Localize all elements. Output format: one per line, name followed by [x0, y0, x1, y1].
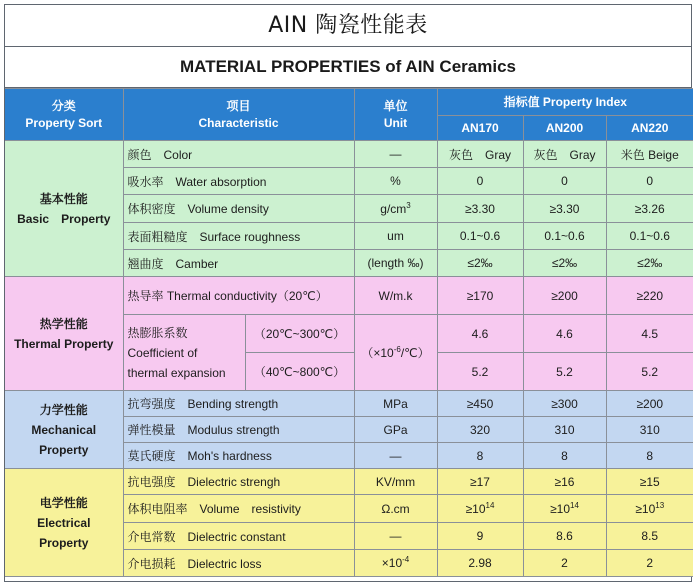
- value-an200: 灰色 Gray: [523, 141, 606, 168]
- property-color: 颜色 Color: [123, 141, 354, 168]
- category-thermal-en: Thermal Property: [14, 336, 114, 351]
- category-electrical-zh: 电学性能: [39, 495, 88, 510]
- value-an200: ≤2‰: [523, 250, 606, 277]
- value-an220: 8.5: [606, 523, 693, 550]
- category-mechanical: [5, 391, 123, 469]
- value-an200: ≥16: [523, 469, 606, 495]
- value-an220: ≥200: [606, 391, 693, 417]
- unit-superscript: -4: [402, 555, 410, 564]
- value-an200: 8: [523, 443, 606, 469]
- value-an220: ≥3.26: [606, 195, 693, 223]
- unit-cell: GPa: [354, 417, 437, 443]
- value-an170: 5.2: [437, 353, 523, 391]
- value-an220: 0.1~0.6: [606, 223, 693, 250]
- value-an170: 0.1~0.6: [437, 223, 523, 250]
- header-unit-en: Unit: [383, 115, 408, 130]
- header-sort-zh: 分类: [51, 98, 76, 113]
- expansion-range-1: （20℃~300℃）: [245, 315, 354, 353]
- unit-cell: Ω.cm: [354, 495, 437, 523]
- value-an200: 2: [523, 550, 606, 577]
- value-an200: 0: [523, 168, 606, 195]
- property-thermal-expansion: [123, 315, 245, 391]
- header-unit-zh: 单位: [383, 98, 408, 113]
- header-char-en: Characteristic: [198, 115, 279, 130]
- value-an200: ≥200: [523, 277, 606, 315]
- table-row: [5, 141, 693, 168]
- value-an170: 8: [437, 443, 523, 469]
- unit-cell: [354, 315, 437, 391]
- value-an200: 310: [523, 417, 606, 443]
- category-basic-zh: 基本性能: [39, 191, 88, 206]
- unit-cell: KV/mm: [354, 469, 437, 495]
- property-mohs-hardness: 莫氏硬度 Moh's hardness: [123, 443, 354, 469]
- property-camber: 翘曲度 Camber: [123, 250, 354, 277]
- property-surface-roughness: 表面粗糙度 Surface roughness: [123, 223, 354, 250]
- unit-post: /℃）: [400, 346, 430, 360]
- property-thermal-conductivity: 热导率 Thermal conductivity（20℃）: [123, 277, 354, 315]
- property-dielectric-constant: 介电常数 Dielectric constant: [123, 523, 354, 550]
- unit-cell: um: [354, 223, 437, 250]
- property-volume-density: 体积密度 Volume density: [123, 195, 354, 223]
- value-exponent: 14: [570, 500, 579, 510]
- value-base: ≥10: [550, 501, 571, 516]
- value-an170: 灰色 Gray: [437, 141, 523, 168]
- value-an220: 米色 Beige: [606, 141, 693, 168]
- unit-pre: （×10: [361, 346, 394, 360]
- value-an200: [523, 495, 606, 523]
- value-an170: ≥170: [437, 277, 523, 315]
- property-dielectric-strength: 抗电强度 Dielectric strengh: [123, 469, 354, 495]
- expansion-name-en2: thermal expansion: [127, 365, 226, 380]
- property-bending-strength: 抗弯强度 Bending strength: [123, 391, 354, 417]
- value-an200: 4.6: [523, 315, 606, 353]
- value-an200: ≥300: [523, 391, 606, 417]
- table-row: [5, 277, 693, 315]
- property-volume-resistivity: 体积电阻率 Volume resistivity: [123, 495, 354, 523]
- value-an220: 5.2: [606, 353, 693, 391]
- unit-cell: [354, 550, 437, 577]
- unit-cell: (length ‰): [354, 250, 437, 277]
- unit-cell: [354, 195, 437, 223]
- properties-table: [5, 88, 693, 577]
- value-an170: 320: [437, 417, 523, 443]
- value-an170: 9: [437, 523, 523, 550]
- category-mechanical-en2: Property: [39, 442, 89, 457]
- value-an220: ≥15: [606, 469, 693, 495]
- value-exponent: 13: [655, 500, 665, 510]
- unit-pre: ×10: [381, 556, 403, 570]
- unit-cell: —: [354, 523, 437, 550]
- value-an170: ≥17: [437, 469, 523, 495]
- value-base: ≥10: [635, 501, 656, 516]
- value-an170: 4.6: [437, 315, 523, 353]
- category-thermal-zh: 热学性能: [39, 316, 88, 331]
- unit-superscript: 3: [406, 200, 411, 210]
- header-grade-an200: AN200: [523, 116, 606, 141]
- value-an170: 0: [437, 168, 523, 195]
- properties-sheet: [4, 4, 692, 582]
- unit-cell: —: [354, 141, 437, 168]
- category-basic: [5, 141, 123, 277]
- value-an220: 310: [606, 417, 693, 443]
- category-mechanical-zh: 力学性能: [39, 402, 88, 417]
- unit-cell: W/m.k: [354, 277, 437, 315]
- value-an170: 2.98: [437, 550, 523, 577]
- header-property-index: 指标值 Property Index: [437, 89, 693, 116]
- value-an170: ≥3.30: [437, 195, 523, 223]
- property-water-absorption: 吸水率 Water absorption: [123, 168, 354, 195]
- value-an170: [437, 495, 523, 523]
- value-an220: 0: [606, 168, 693, 195]
- table-row: [5, 469, 693, 495]
- unit-base: g/cm: [380, 201, 407, 216]
- value-an200: ≥3.30: [523, 195, 606, 223]
- value-an220: 4.5: [606, 315, 693, 353]
- category-electrical: [5, 469, 123, 577]
- property-modulus-strength: 弹性模量 Modulus strength: [123, 417, 354, 443]
- category-electrical-en1: Electrical: [37, 515, 91, 530]
- property-dielectric-loss: 介电损耗 Dielectric loss: [123, 550, 354, 577]
- category-electrical-en2: Property: [39, 535, 89, 550]
- unit-cell: %: [354, 168, 437, 195]
- value-an220: ≥220: [606, 277, 693, 315]
- value-an170: ≤2‰: [437, 250, 523, 277]
- table-row: [5, 391, 693, 417]
- expansion-range-2: （40℃~800℃）: [245, 353, 354, 391]
- unit-cell: —: [354, 443, 437, 469]
- header-characteristic: [123, 89, 354, 141]
- page-subtitle: MATERIAL PROPERTIES of AIN Ceramics: [5, 47, 691, 88]
- value-an200: 5.2: [523, 353, 606, 391]
- value-exponent: 14: [485, 500, 495, 510]
- category-mechanical-en1: Mechanical: [31, 422, 97, 437]
- unit-superscript: -6: [393, 345, 401, 354]
- category-basic-en: Basic Property: [17, 211, 111, 226]
- header-grade-an170: AN170: [437, 116, 523, 141]
- header-sort: [5, 89, 123, 141]
- expansion-name-zh: 热膨胀系数: [127, 325, 188, 340]
- header-unit: [354, 89, 437, 141]
- value-base: ≥10: [465, 501, 486, 516]
- value-an170: ≥450: [437, 391, 523, 417]
- value-an220: 8: [606, 443, 693, 469]
- header-char-zh: 项目: [226, 98, 251, 113]
- header-grade-an220: AN220: [606, 116, 693, 141]
- unit-cell: MPa: [354, 391, 437, 417]
- header-row: [5, 89, 693, 116]
- header-sort-en: Property Sort: [25, 115, 103, 130]
- page-title: AIN 陶瓷性能表: [5, 5, 691, 47]
- value-an200: 0.1~0.6: [523, 223, 606, 250]
- value-an220: [606, 495, 693, 523]
- category-thermal: [5, 277, 123, 391]
- value-an220: 2: [606, 550, 693, 577]
- value-an200: 8.6: [523, 523, 606, 550]
- expansion-name-en1: Coefficient of: [127, 345, 198, 360]
- value-an220: ≤2‰: [606, 250, 693, 277]
